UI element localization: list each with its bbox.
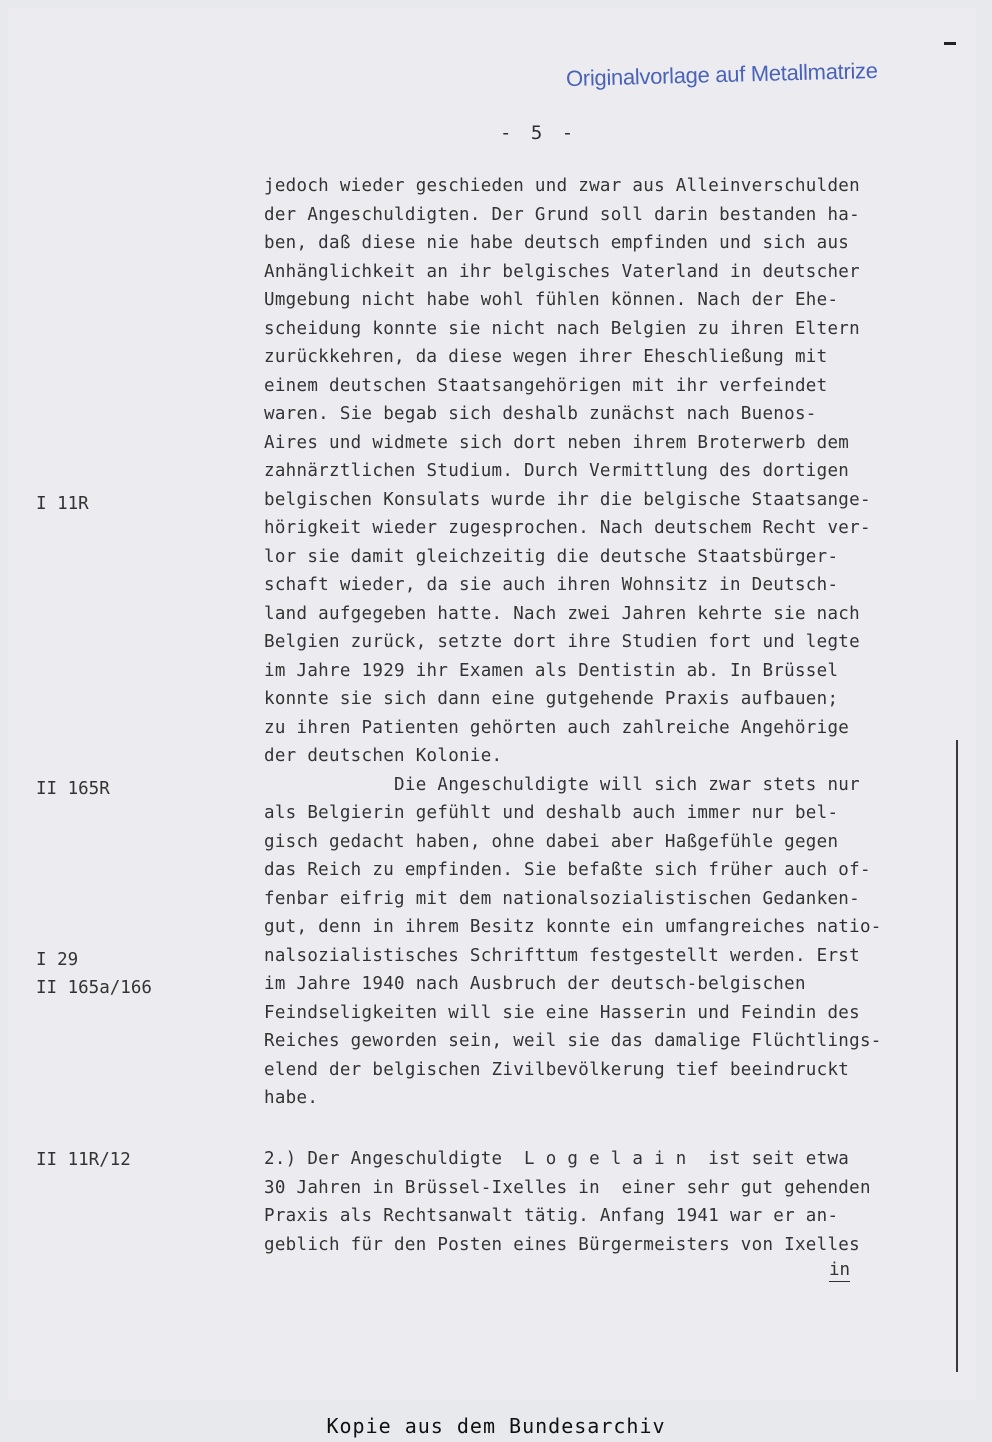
text-line: konnte sie sich dann eine gutgehende Praxis aufbauen; [264,689,839,709]
text-line: habe. [264,1088,319,1108]
text-line: das Reich zu empfinden. Sie befaßte sich früher auch of- [264,860,871,880]
text-line: im Jahre 1940 nach Ausbruch der deutsch-belgischen [264,974,806,994]
text-line: Feindseligkeiten will sie eine Hasserin und Feindin des [264,1002,860,1023]
text-line: Praxis als Rechtsanwalt tätig. Anfang 1941 war er an- [264,1206,839,1226]
text-line: als Belgierin gefühlt und deshalb auch immer nur bel- [264,803,839,823]
catchword: in [829,1260,851,1280]
corner-mark [944,42,956,45]
stamp-text: Originalvorlage auf Metallmatrize [565,57,878,92]
text-line: Belgien zurück, setzte dort ihre Studien fort und legte [264,632,860,652]
text-line: der Angeschuldigten. Der Grund soll darin bestanden ha- [264,204,860,225]
text-line: jedoch wieder geschieden und zwar aus Alleinverschulden [264,176,860,196]
text-line: zu ihren Patienten gehörten auch zahlreiche Angehörige [264,717,850,738]
text-line: waren. Sie begab sich deshalb zunächst nach Buenos- [264,404,817,424]
text-line: nalsozialistisches Schrifttum festgestellt werden. Erst [264,945,860,966]
text-line: 2.) Der Angeschuldigte L o g e l a i n ist seit etwa [264,1149,850,1169]
text-line: der deutschen Kolonie. [264,746,503,766]
margin-reference: II 165R [36,779,110,799]
text-line: Die Angeschuldigte will sich zwar stets nur [264,774,860,795]
text-line: hörigkeit wieder zugesprochen. Nach deutschem Recht ver- [264,518,871,538]
text-line: lor sie damit gleichzeitig die deutsche Staatsbürger- [264,546,839,567]
text-line: zurückkehren, da diese wegen ihrer Eheschließung mit [264,347,828,367]
margin-rule [956,740,958,1372]
text-line: gisch gedacht haben, ohne dabei aber Haßgefühle gegen [264,831,839,852]
archive-footer: Kopie aus dem Bundesarchiv [326,1414,666,1438]
text-line: im Jahre 1929 ihr Examen als Dentistin ab. In Brüssel [264,660,839,681]
page-number: - 5 - [500,122,578,144]
text-line: Umgebung nicht habe wohl fühlen können. Nach der Ehe- [264,290,839,310]
margin-reference: II 165a/166 [36,978,152,998]
text-line: elend der belgischen Zivilbevölkerung tief beeindruckt [264,1059,850,1080]
margin-reference: II 11R/12 [36,1150,131,1170]
text-line: belgischen Konsulats wurde ihr die belgische Staatsange- [264,489,871,510]
text-line: Reiches geworden sein, weil sie das damalige Flüchtlings- [264,1031,882,1051]
text-line: einem deutschen Staatsangehörigen mit ihr verfeindet [264,375,828,396]
text-line: zahnärztlichen Studium. Durch Vermittlung des dortigen [264,461,850,481]
text-line: 30 Jahren in Brüssel-Ixelles in einer sehr gut gehenden [264,1177,871,1198]
text-line: scheidung konnte sie nicht nach Belgien zu ihren Eltern [264,318,860,339]
text-line: schaft wieder, da sie auch ihren Wohnsitz in Deutsch- [264,575,839,595]
margin-reference: I 29 [36,950,79,970]
text-line: ben, daß diese nie habe deutsch empfinden und sich aus [264,233,850,253]
text-line: fenbar eifrig mit dem nationalsozialistischen Gedanken- [264,888,860,909]
text-line: Aires und widmete sich dort neben ihrem Broterwerb dem [264,432,850,453]
margin-reference: I 11R [36,494,89,514]
text-line: Anhänglichkeit an ihr belgisches Vaterland in deutscher [264,261,860,282]
text-line: land aufgegeben hatte. Nach zwei Jahren kehrte sie nach [264,603,860,624]
text-line: gut, denn in ihrem Besitz konnte ein umfangreiches natio- [264,917,882,937]
text-line: geblich für den Posten eines Bürgermeisters von Ixelles [264,1234,860,1255]
